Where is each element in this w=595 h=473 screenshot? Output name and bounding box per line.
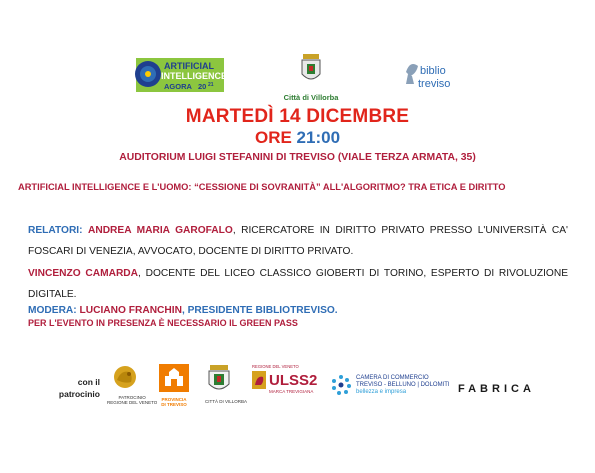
event-time-prefix: ORE — [254, 128, 292, 147]
patrocinio-line-1: con il — [77, 377, 100, 387]
svg-text:INTELLIGENCE: INTELLIGENCE — [161, 71, 226, 81]
provincia-caption-2: DI TREVISO — [161, 402, 187, 407]
speaker-2-description: , DOCENTE DEL LICEO CLASSICO GIOBERTI DI TORINO, ESPERTO DI RIVOLUZIONE DIGITALE. — [28, 268, 568, 300]
svg-text:21: 21 — [208, 82, 214, 88]
veneto-lion-icon — [107, 364, 143, 390]
provincia-caption-1: PROVINCIA — [161, 397, 187, 402]
ai-agora-logo-graphic — [134, 54, 226, 100]
camera-line-3: bellezza e impresa — [356, 388, 407, 395]
villorba-sponsor-logo — [205, 364, 247, 404]
ulss2-logo — [252, 364, 317, 394]
artificial-intelligence-agora-logo — [134, 54, 226, 100]
villorba-label: Città di Villorba — [283, 93, 339, 102]
veneto-caption-1: PATROCINIO — [118, 395, 146, 400]
speaker-1-description: , RICERCATORE IN DIRITTO PRIVATO PRESSO L'UNIVERSITÀ CA' FOSCARI DI VENEZIA, AVVOCATO, DOCENTE DI DIRITTO PRIVATO. — [28, 225, 568, 257]
moderator-label: MODERA: — [28, 305, 77, 316]
speaker-2-name: VINCENZO CAMARDA — [28, 268, 139, 279]
event-topic: ARTIFICIAL INTELLIGENCE E L'UOMO: “CESSIONE DI SOVRANITÀ” ALL'ALGORITMO? TRA ETICA E DIRITTO — [18, 182, 506, 192]
provincia-treviso-icon — [159, 364, 189, 392]
patrocinio-label — [50, 376, 100, 400]
svg-text:biblio: biblio — [420, 65, 446, 77]
svg-text:20: 20 — [198, 82, 207, 91]
citta-di-villorba-logo — [276, 52, 346, 104]
provincia-treviso-logo — [159, 364, 189, 407]
regione-veneto-logo — [107, 364, 157, 405]
speaker-2-paragraph — [28, 263, 568, 305]
camera-line-2: TREVISO - BELLUNO | DOLOMITI — [356, 381, 450, 388]
moderator-line — [28, 305, 338, 316]
villorba-crest-icon — [300, 52, 322, 86]
villorba-sponsor-crest-icon — [205, 364, 233, 394]
camera-commercio-icon — [330, 374, 352, 396]
event-venue: AUDITORIUM LUIGI STEFANINI DI TREVISO (VIALE TERZA ARMATA, 35) — [119, 152, 476, 163]
camera-line-1: CAMERA DI COMMERCIO — [356, 374, 429, 381]
bibliotreviso-logo — [402, 54, 462, 94]
svg-text:treviso: treviso — [418, 78, 451, 90]
event-date: MARTEDÌ 14 DICEMBRE — [185, 106, 410, 127]
green-pass-notice: PER L'EVENTO IN PRESENZA È NECESSARIO IL GREEN PASS — [28, 318, 298, 328]
veneto-caption-2: REGIONE DEL VENETO — [107, 400, 158, 405]
moderator-role: , PRESIDENTE BIBLIOTREVISO. — [181, 305, 338, 316]
svg-text:ARTIFICIAL: ARTIFICIAL — [164, 61, 214, 71]
fabrica-logo: FABRICA — [458, 383, 535, 395]
camera-commercio-logo — [330, 374, 450, 396]
svg-text:AGORA: AGORA — [164, 82, 192, 91]
event-time-value: 21:00 — [296, 128, 341, 147]
event-time — [0, 128, 595, 148]
speaker-1-paragraph — [28, 220, 568, 262]
patrocinio-line-2: patrocinio — [58, 389, 100, 399]
bibliotreviso-logo-graphic — [402, 54, 462, 94]
ulss-sub: MARCA TREVIGIANA — [269, 389, 314, 394]
villorba-sponsor-caption: CITTÀ DI VILLORBA — [205, 399, 248, 404]
speakers-label: RELATORI: — [28, 225, 83, 236]
ulss-top: REGIONE DEL VENETO — [252, 364, 299, 369]
speaker-1-name: ANDREA MARIA GAROFALO — [87, 225, 233, 236]
ulss-lion-icon — [252, 371, 266, 389]
ulss-name: ULSS2 — [269, 371, 318, 389]
moderator-name: LUCIANO FRANCHIN — [79, 305, 182, 316]
